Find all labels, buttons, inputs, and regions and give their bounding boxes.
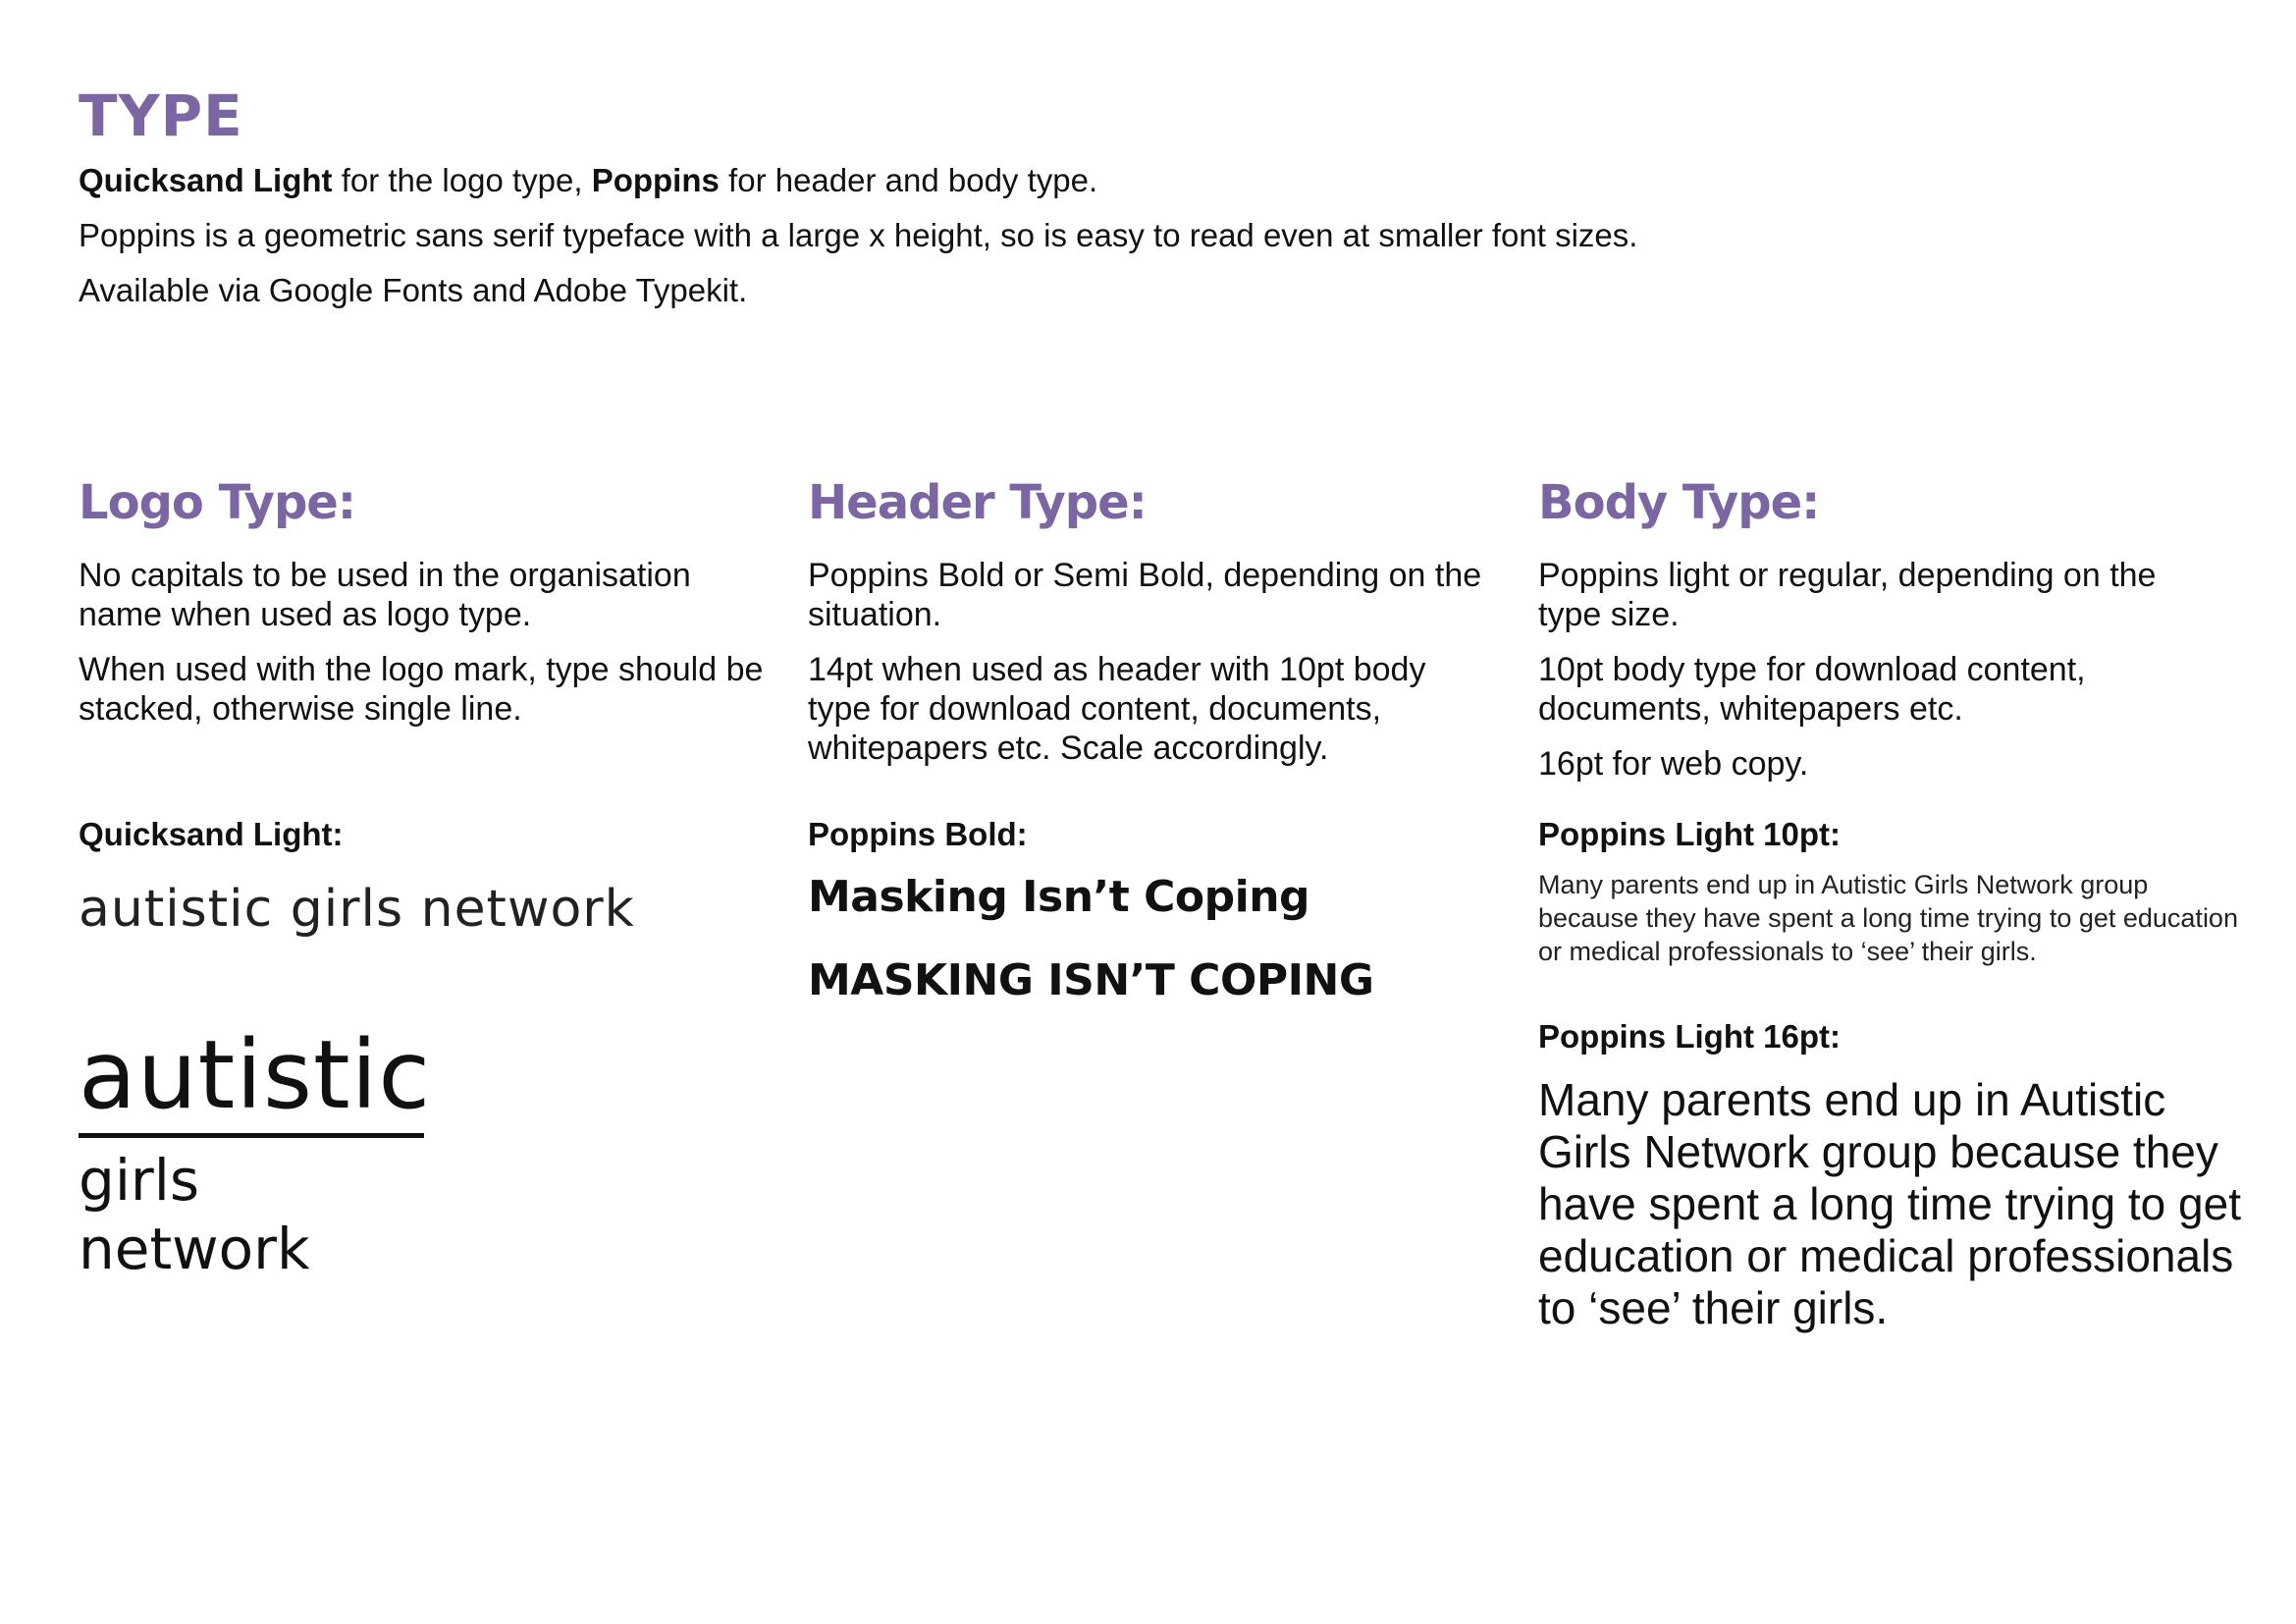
body-type-column	[1538, 473, 2225, 799]
header-type-column	[808, 473, 1495, 784]
body-sample-label-16pt: Poppins Light 16pt:	[1538, 1018, 1841, 1055]
body-type-desc-2: 10pt body type for download content, documents, whitepapers etc.	[1538, 651, 2086, 728]
header-type-heading: Header Type:	[808, 475, 1147, 530]
intro-line-1	[79, 163, 2042, 198]
body-sample-10pt: Many parents end up in Autistic Girls Network group because they have spent a long time trying to get education or medical professionals to ‘see’ their girls.	[1538, 870, 2238, 966]
logo-type-column	[79, 473, 766, 744]
body-type-heading: Body Type:	[1538, 475, 1820, 530]
header-sample-mixed: Masking Isn’t Coping	[808, 872, 1310, 922]
logo-stacked-sample	[79, 1020, 432, 1283]
logo-type-desc-1: No capitals to be used in the organisation name when used as logo type.	[79, 557, 691, 633]
intro-line-2: Poppins is a geometric sans serif typeface with a large x height, so is easy to read even at smaller font sizes.	[79, 217, 1638, 253]
logo-stacked-top: autistic	[79, 1020, 432, 1130]
logo-type-heading: Logo Type:	[79, 475, 356, 530]
intro-font-logo: Quicksand Light	[79, 162, 333, 198]
logo-stacked-rule	[79, 1133, 424, 1138]
header-sample-upper: MASKING ISN’T COPING	[808, 955, 1374, 1005]
intro-text-a: for the logo type,	[332, 162, 592, 198]
intro-text-b: for header and body type.	[719, 162, 1098, 198]
page-title: TYPE	[79, 82, 243, 149]
intro-font-body: Poppins	[591, 162, 720, 198]
logo-stacked-bottom: girls network	[79, 1147, 310, 1282]
header-type-desc-2: 14pt when used as header with 10pt body type for download content, documents, whitepapers etc. Scale accordingly.	[808, 651, 1426, 767]
logo-single-line-sample: autistic girls network	[79, 880, 635, 939]
header-sample-label: Poppins Bold:	[808, 816, 1028, 852]
logo-sample-label: Quicksand Light:	[79, 816, 344, 852]
body-type-desc-1: Poppins light or regular, depending on the type size.	[1538, 557, 2157, 633]
body-sample-16pt: Many parents end up in Autistic Girls Network group because they have spent a long time trying to get education or medical professionals to ‘see’ their girls.	[1538, 1074, 2241, 1333]
intro-block	[79, 163, 2042, 328]
body-type-desc-3: 16pt for web copy.	[1538, 745, 1809, 783]
body-sample-label-10pt: Poppins Light 10pt:	[1538, 816, 1841, 852]
header-type-desc-1: Poppins Bold or Semi Bold, depending on the situation.	[808, 557, 1482, 633]
logo-type-desc-2: When used with the logo mark, type should be stacked, otherwise single line.	[79, 651, 764, 728]
intro-line-3: Available via Google Fonts and Adobe Typekit.	[79, 272, 748, 308]
